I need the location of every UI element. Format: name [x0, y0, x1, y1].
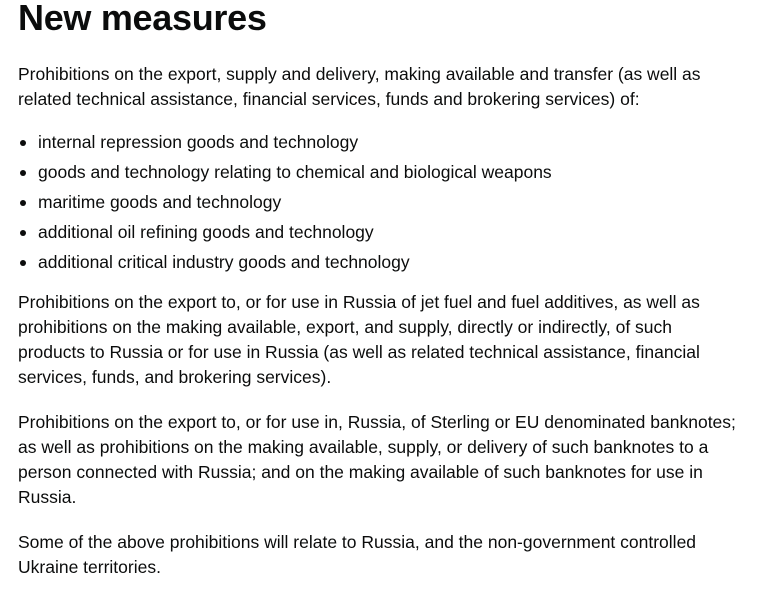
intro-paragraph: Prohibitions on the export, supply and delivery, making available and transfer (as well as related technical assistance, financial services, funds and brokering services) of: — [18, 64, 701, 109]
prohibited-goods-list — [18, 130, 739, 275]
page-heading: New measures — [18, 0, 267, 38]
jet-fuel-paragraph: Prohibitions on the export to, or for use in Russia of jet fuel and fuel additives, as well as prohibitions on the making available, export, and supply, directly or indirectly, of such products to Russia or for use in Russia (as well as related technical assistance, financial services, funds, and brokering services). — [18, 292, 700, 387]
list-item: maritime goods and technology — [38, 190, 739, 215]
list-item: additional critical industry goods and technology — [38, 250, 739, 275]
territories-paragraph: Some of the above prohibitions will relate to Russia, and the non-government controlled Ukraine territories. — [18, 532, 697, 577]
banknotes-paragraph: Prohibitions on the export to, or for use in, Russia, of Sterling or EU denominated banknotes; as well as prohibitions on the making available, supply, or delivery of such banknotes to a person connected with Russia; and on the making available of such banknotes for use in Russia. — [18, 412, 736, 507]
list-item: additional oil refining goods and technology — [38, 220, 739, 245]
list-item: goods and technology relating to chemical and biological weapons — [38, 160, 739, 185]
list-item: internal repression goods and technology — [38, 130, 739, 155]
